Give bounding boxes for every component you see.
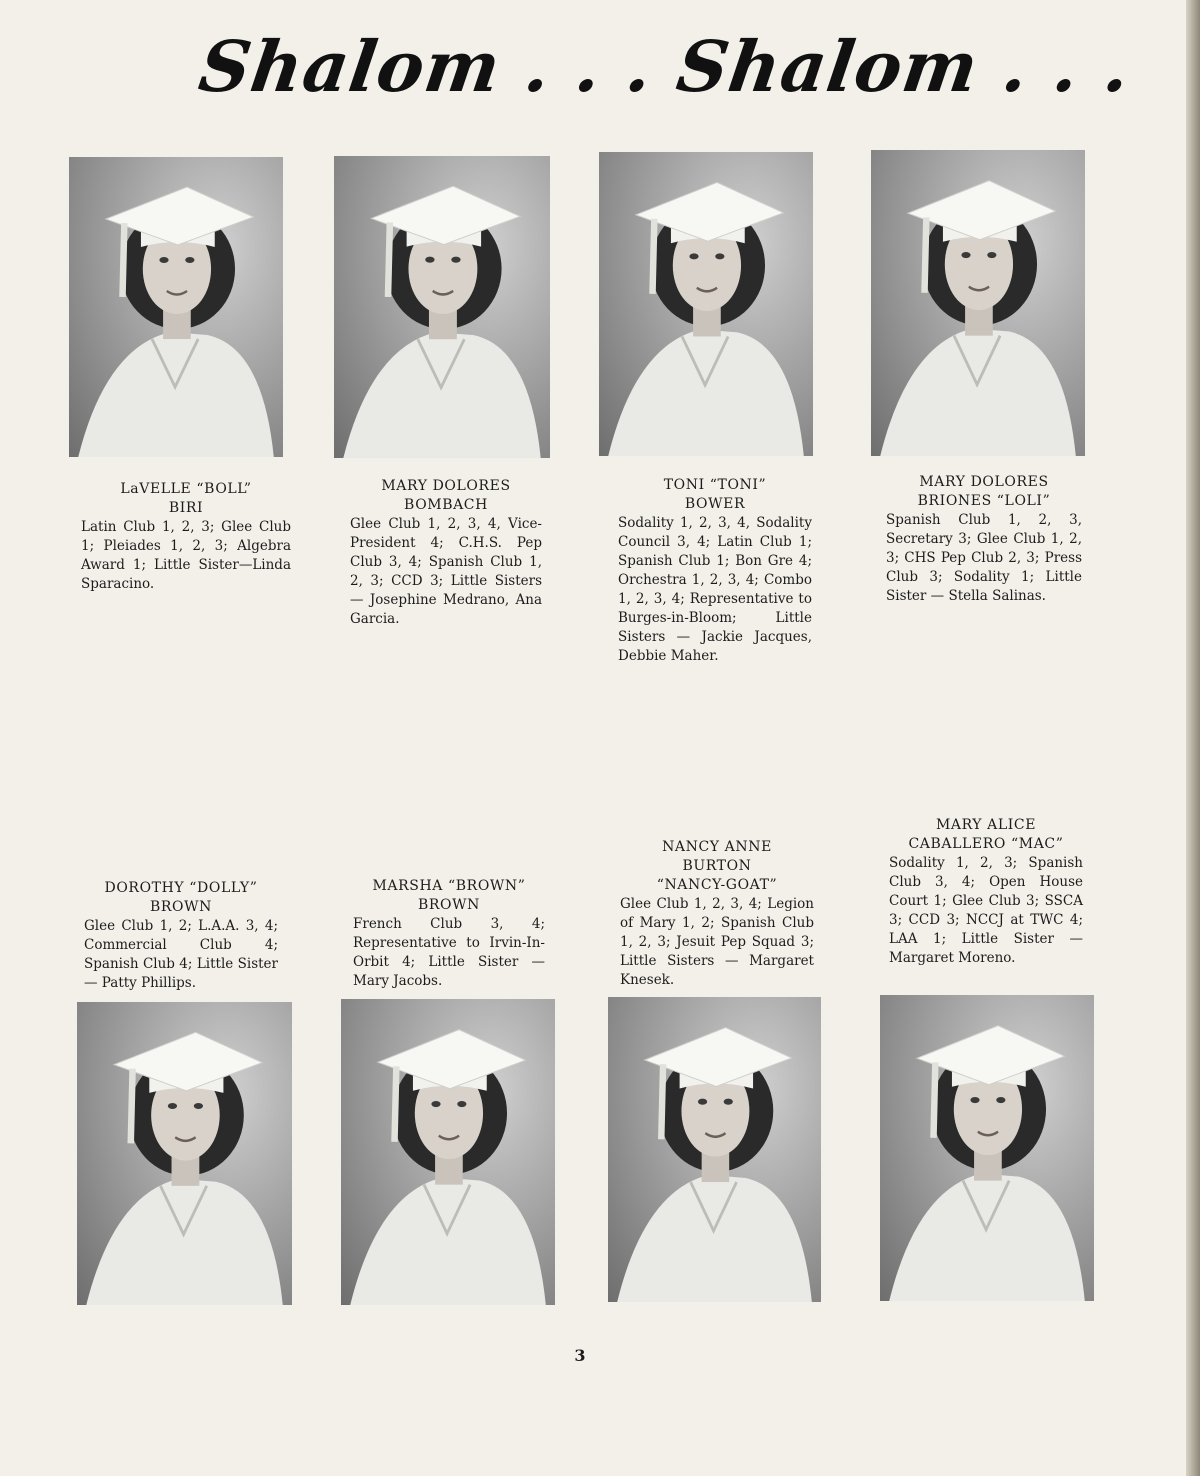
student-entry-biri [81, 480, 291, 594]
student-nickname: “NANCY-GOAT” [656, 877, 778, 893]
student-activities: Sodality 1, 2, 3; Spanish Club 3, 4; Open House Court 1; Glee Club 3; SSCA 3; CCD 3; NCCJ at TWC 4; LAA 1; Little Sister — Margaret Moreno. [889, 855, 1083, 966]
student-name: MARSHA “BROWN” [372, 878, 526, 894]
page-edge-shadow [1186, 0, 1200, 1476]
portrait-photo-caballero [880, 995, 1094, 1301]
portrait-photo-burton [608, 997, 821, 1302]
student-name: MARY DOLORES [381, 478, 511, 494]
student-surname: BURTON [682, 858, 752, 874]
student-activities: Latin Club 1, 2, 3; Glee Club 1; Pleiades 1, 2, 3; Algebra Award 1; Little Sister—Linda Sparacino. [81, 519, 291, 592]
student-entry-brown-marsha [353, 877, 545, 991]
student-entry-bower [618, 476, 812, 666]
student-entry-bombach [350, 477, 542, 629]
student-name: LaVELLE “BOLL” [120, 481, 252, 497]
student-activities: French Club 3, 4; Representative to Irvin-In-Orbit 4; Little Sister — Mary Jacobs. [353, 916, 545, 989]
student-activities: Sodality 1, 2, 3, 4, Sodality Council 3, 4; Latin Club 1; Spanish Club 1; Bon Gre 4; Orchestra 1, 2, 3, 4; Combo 1, 2, 3, 4; Representative to Burges-in-Bloom; Little Sisters — Jackie Jacques, Debbie Maher. [618, 515, 812, 664]
portrait-photo-biri [69, 157, 283, 457]
student-surname: BOMBACH [404, 497, 488, 513]
portrait-photo-bower [599, 152, 813, 456]
student-activities: Glee Club 1, 2, 3, 4; Legion of Mary 1, 2; Spanish Club 1, 2, 3; Jesuit Pep Squad 3; Little Sisters — Margaret Knesek. [620, 896, 814, 988]
student-name: MARY ALICE [935, 817, 1037, 833]
page-number: 3 [574, 1346, 586, 1365]
student-surname: BROWN [150, 899, 212, 915]
student-surname: BROWN [418, 897, 480, 913]
student-surname: BOWER [684, 496, 746, 512]
student-entry-caballero [889, 816, 1083, 968]
student-name: TONI “TONI” [663, 477, 767, 493]
student-entry-brown-dorothy [84, 879, 278, 993]
student-entry-burton [620, 838, 814, 990]
portrait-photo-brown-marsha [341, 999, 555, 1305]
page-title: Shalom . . . Shalom . . . [194, 25, 1137, 108]
portrait-photo-bombach [334, 156, 550, 458]
student-entry-briones [886, 473, 1082, 606]
student-surname: BIRI [168, 500, 204, 516]
student-name: MARY DOLORES [919, 474, 1049, 490]
student-activities: Spanish Club 1, 2, 3, Secretary 3; Glee Club 1, 2, 3; CHS Pep Club 2, 3; Press Club 3; Sodality 1; Little Sister — Stella Salinas. [886, 512, 1082, 604]
portrait-photo-brown-dorothy [77, 1002, 292, 1305]
student-surname: BRIONES “LOLI” [917, 493, 1051, 509]
portrait-photo-briones [871, 150, 1085, 456]
student-name: NANCY ANNE [662, 839, 772, 855]
student-activities: Glee Club 1, 2; L.A.A. 3, 4; Commercial Club 4; Spanish Club 4; Little Sister — Patty Phillips. [84, 918, 278, 991]
student-name: DOROTHY “DOLLY” [104, 880, 258, 896]
student-activities: Glee Club 1, 2, 3, 4, Vice-President 4; C.H.S. Pep Club 3, 4; Spanish Club 1, 2, 3; CCD 3; Little Sisters — Josephine Medrano, Ana Garcia. [350, 516, 542, 627]
student-surname: CABALLERO “MAC” [908, 836, 1064, 852]
